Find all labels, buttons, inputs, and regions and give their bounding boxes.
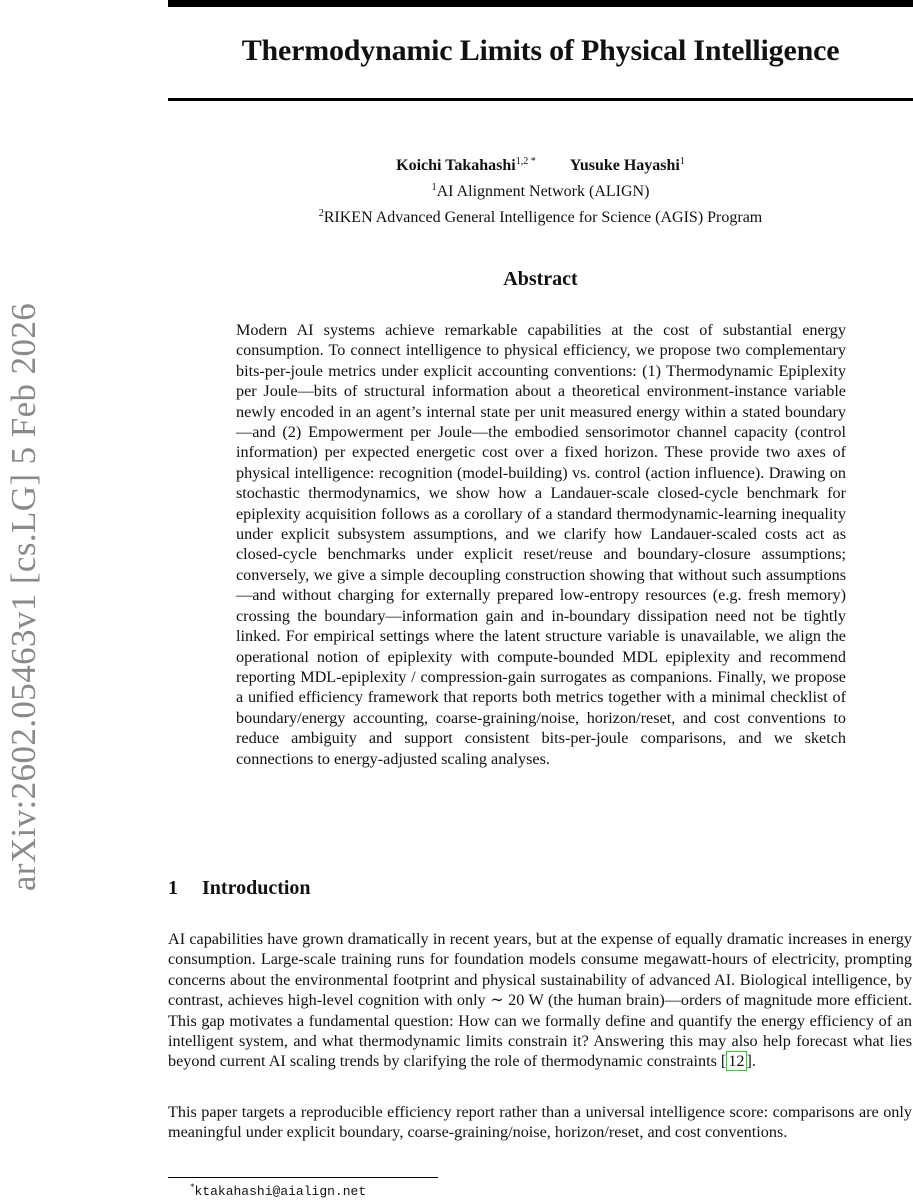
arxiv-sidebar-stamp (0, 0, 43, 1200)
affiliation-line (168, 177, 913, 203)
section-number: 1 (168, 877, 178, 899)
citation-link[interactable]: 12 (728, 1052, 745, 1071)
intro-paragraph-1 (168, 929, 912, 1072)
author-affiliation-mark: 1 (679, 156, 685, 167)
paragraph-end: ]. (746, 1052, 756, 1071)
footnote-rule (168, 1177, 438, 1178)
section-heading (168, 877, 311, 900)
section-title: Introduction (202, 877, 311, 899)
paper-title: Thermodynamic Limits of Physical Intelligence (241, 34, 840, 67)
author-block (168, 151, 913, 229)
affiliation-mark: 1 (431, 182, 437, 193)
author-name: Koichi Takahashi (396, 157, 516, 174)
affiliation-mark: 2 (318, 208, 324, 219)
title-bottom-rule (168, 98, 913, 101)
affiliation-text: AI Alignment Network (ALIGN) (436, 183, 650, 200)
affiliation-text: RIKEN Advanced General Intelligence for Science (AGIS) Program (323, 209, 763, 226)
paragraph-text: AI capabilities have grown dramatically in recent years, but at the expense of equally dramatic increases in energy consumption. Large-scale training runs for foundation models consume megawatt-hours of electricity, prompting concerns about the environmental footprint and physical sustainability of advanced AI. Biological intelligence, by contrast, achieves high-level cognition with only ∼ 20 W (the human brain)—orders of magnitude more efficient. This gap motivates a fundamental question: How can we formally define and quantify the energy efficiency of an intelligent system, and what thermodynamic limits constrain it? Answering this may also help forecast what lies beyond current AI scaling trends by clarifying the role of thermodynamic constraints [ (168, 930, 912, 1071)
author-name: Yusuke Hayashi (569, 157, 680, 174)
affiliation-line (168, 203, 913, 229)
author-affiliation-mark: 1,2 * (515, 156, 536, 167)
intro-paragraph-2: This paper targets a reproducible efficiency report rather than a universal intelligence score: comparisons are only meaningful under explicit boundary, coarse-graining/noise, horizon/reset, and cost conventions. (168, 1103, 912, 1142)
footnote-email: ktakahashi@aialign.net (194, 1184, 367, 1199)
author-line (168, 151, 913, 177)
arxiv-identifier: arXiv:2602.05463v1 [cs.LG] 5 Feb 2026 (4, 302, 43, 892)
abstract-text: Modern AI systems achieve remarkable capabilities at the cost of substantial energy consumption. To connect intelligence to physical efficiency, we propose two complementary bits-per-joule metrics under explicit accounting conventions: (1) Thermodynamic Epiplexity per Joule—bits of structural information about a theoretical environment-instance variable newly encoded in an agent’s internal state per unit measured energy within a stated boundary—and (2) Empowerment per Joule—the embodied sensorimotor channel capacity (control information) per expected energetic cost over a fixed horizon. These provide two axes of physical intelligence: recognition (model-building) vs. control (action influence). Drawing on stochastic thermodynamics, we show how a Landauer-scale closed-cycle benchmark for epiplexity acquisition follows as a corollary of a standard thermodynamic-learning inequality under explicit subsystem assumptions, and we clarify how Landauer-scaled costs act as closed-cycle benchmarks under explicit reset/reuse and boundary-closure assumptions; conversely, we give a simple decoupling construction showing that without such assumptions—and without charging for externally prepared low-entropy resources (e.g. fresh memory) crossing the boundary—information gain and in-boundary dissipation need not be tightly linked. For empirical settings where the latent structure variable is unavailable, we align the operational notion of epiplexity with compute-bounded MDL epiplexity and recommend reporting MDL-epiplexity / compression-gain surrogates as companions. Finally, we propose a unified efficiency framework that reports both metrics together with a minimal checklist of boundary/energy accounting, coarse-graining/noise, horizon/reset, and cost conventions to reduce ambiguity and support consistent bits-per-joule comparisons, and we sketch connections to energy-adjusted scaling analyses. (236, 321, 846, 768)
footnote (190, 1182, 366, 1199)
footnote-mark: * (190, 1182, 195, 1192)
title-top-rule (168, 0, 913, 7)
abstract-heading: Abstract (503, 268, 578, 290)
